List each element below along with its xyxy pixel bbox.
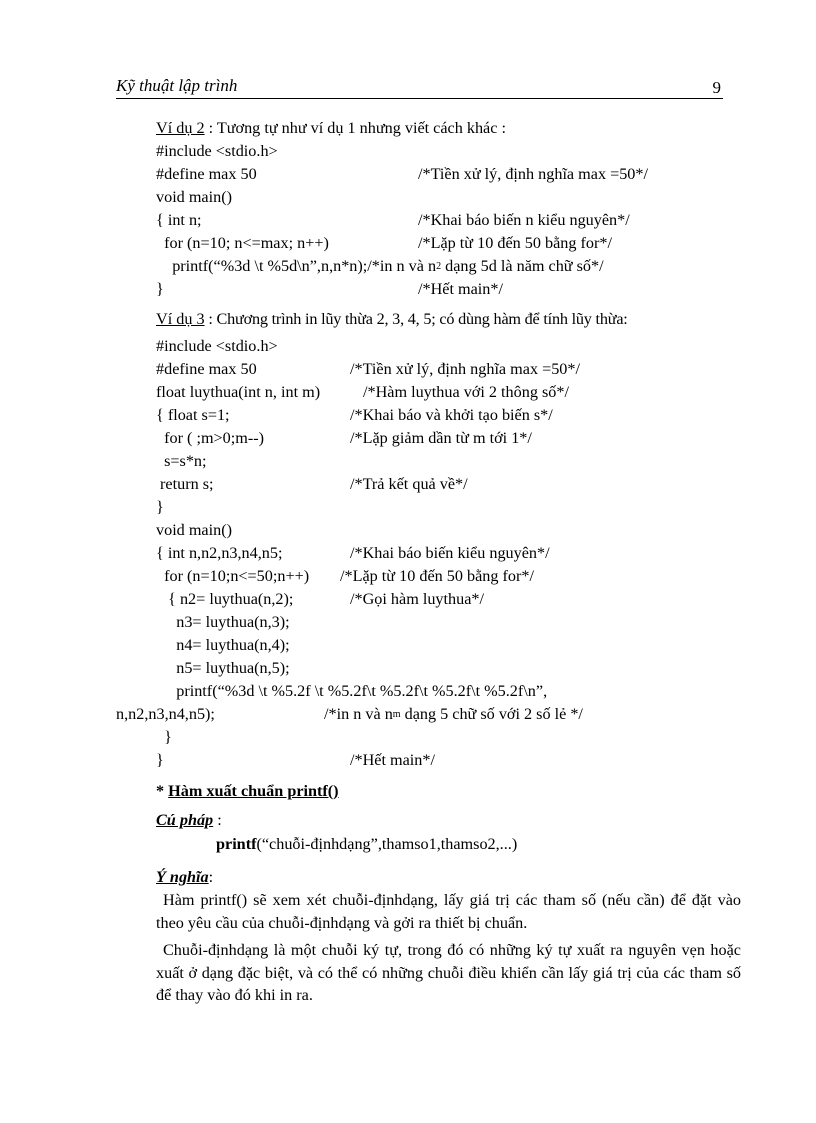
code-text: n3= luythua(n,3); bbox=[156, 613, 290, 631]
code-text: for ( ;m>0;m--) bbox=[156, 429, 265, 447]
code-text: void main() bbox=[156, 521, 232, 539]
comment-text: dạng 5 chữ số với 2 số lẻ */ bbox=[400, 705, 583, 723]
superscript: 2 bbox=[436, 261, 442, 272]
syntax-label-line bbox=[156, 810, 222, 830]
heading-text: Hàm xuất chuẩn printf() bbox=[168, 782, 339, 800]
superscript: m bbox=[392, 709, 401, 720]
code-text: { float s=1; bbox=[156, 406, 230, 424]
code-text: float luythua(int n, int m) bbox=[156, 383, 321, 401]
code-text: } bbox=[156, 280, 164, 298]
code-line bbox=[156, 233, 612, 253]
code-text: { int n,n2,n3,n4,n5; bbox=[156, 544, 283, 562]
code-comment: /*Hết main*/ bbox=[350, 751, 435, 769]
syntax-line bbox=[216, 834, 517, 854]
meaning-label-line bbox=[156, 867, 213, 887]
code-text: } bbox=[156, 498, 164, 516]
paragraph-1: Hàm printf() sẽ xem xét chuỗi-địnhdạng, lấy giá trị các tham số (nếu cần) để đặt vào theo yêu cầu của chuỗi-địnhdạng và gởi ra thiết bị chuẩn. bbox=[156, 891, 741, 932]
syntax-colon: : bbox=[213, 811, 222, 829]
code-line bbox=[156, 141, 278, 161]
code-text: #include <stdio.h> bbox=[156, 337, 278, 355]
code-line bbox=[156, 187, 232, 207]
code-comment: /*Trả kết quả về*/ bbox=[350, 475, 468, 493]
code-line bbox=[156, 474, 468, 494]
code-comment: /*Gọi hàm luythua*/ bbox=[350, 590, 484, 608]
code-line bbox=[156, 164, 648, 184]
code-line bbox=[156, 405, 553, 425]
code-text: dạng 5d là năm chữ số*/ bbox=[441, 257, 604, 275]
code-comment: /*Tiền xử lý, định nghĩa max =50*/ bbox=[350, 360, 580, 378]
code-line bbox=[156, 451, 207, 471]
code-line bbox=[156, 635, 290, 655]
meaning-colon: : bbox=[208, 868, 214, 886]
code-line bbox=[156, 210, 630, 230]
code-line bbox=[156, 589, 484, 609]
code-line bbox=[156, 336, 278, 356]
code-text: return s; bbox=[156, 475, 214, 493]
code-comment: /*Tiền xử lý, định nghĩa max =50*/ bbox=[418, 165, 648, 183]
paragraph-2: Chuỗi-địnhdạng là một chuỗi ký tự, trong đó có những ký tự xuất ra nguyên vẹn hoặc xuất ở dạng đặc biệt, và có thể có những chuỗi điều khiển cần lấy giá trị của các tham số để thay vào đó khi in ra. bbox=[156, 941, 741, 1004]
code-comment: /*Hàm luythua với 2 thông số*/ bbox=[363, 383, 569, 401]
example3-title-text: : Chương trình in lũy thừa 2, 3, 4, 5; có dùng hàm để tính lũy thừa: bbox=[204, 310, 628, 328]
meaning-label: Ý nghĩa bbox=[156, 868, 209, 886]
code-line bbox=[156, 658, 290, 678]
syntax-label: Cú pháp bbox=[156, 811, 214, 829]
page-header bbox=[116, 76, 723, 99]
code-text: printf(“%3d \t %5.2f \t %5.2f\t %5.2f\t %5.2f\t %5.2f\n”, bbox=[156, 682, 548, 700]
code-line bbox=[156, 359, 580, 379]
code-comment: /*Lặp từ 10 đến 50 bằng for*/ bbox=[340, 567, 534, 585]
code-line-printf bbox=[156, 256, 604, 276]
code-comment: /*Khai báo biến kiểu nguyên*/ bbox=[350, 544, 550, 562]
code-line-args bbox=[116, 704, 583, 724]
syntax-func: printf bbox=[216, 835, 257, 853]
code-text: #define max 50 bbox=[156, 360, 257, 378]
code-line bbox=[156, 612, 290, 632]
example2-title-text: : Tương tự như ví dụ 1 nhưng viết cách khác : bbox=[204, 119, 506, 137]
header-title: Kỹ thuật lập trình bbox=[116, 76, 238, 95]
page-number: 9 bbox=[712, 78, 721, 97]
code-line bbox=[156, 727, 172, 747]
section-heading bbox=[156, 781, 339, 801]
code-text: void main() bbox=[156, 188, 232, 206]
code-line bbox=[156, 428, 532, 448]
code-line bbox=[156, 566, 534, 586]
code-comment: /*Lặp giảm dần từ m tới 1*/ bbox=[350, 429, 532, 447]
code-text: n,n2,n3,n4,n5); bbox=[116, 705, 215, 723]
code-line bbox=[156, 520, 232, 540]
comment-text: /*in n và n bbox=[324, 705, 393, 723]
code-text: for (n=10; n<=max; n++) bbox=[156, 234, 329, 252]
code-line bbox=[156, 543, 550, 563]
syntax-args: (“chuỗi-địnhdạng”,thamso1,thamso2,...) bbox=[256, 835, 518, 853]
code-text: } bbox=[156, 728, 172, 746]
code-line bbox=[156, 750, 435, 770]
code-comment: /*Khai báo biến n kiểu nguyên*/ bbox=[418, 211, 630, 229]
code-text: } bbox=[156, 751, 164, 769]
code-comment: /*Khai báo và khởi tạo biến s*/ bbox=[350, 406, 553, 424]
code-text: { int n; bbox=[156, 211, 202, 229]
example3-label: Ví dụ 3 bbox=[156, 310, 205, 328]
code-line bbox=[156, 382, 569, 402]
heading-star: * bbox=[156, 782, 169, 800]
example3-title bbox=[156, 309, 628, 329]
code-line bbox=[156, 497, 164, 517]
code-text: { n2= luythua(n,2); bbox=[156, 590, 294, 608]
code-comment: /*Hết main*/ bbox=[418, 280, 503, 298]
code-line bbox=[156, 279, 503, 299]
code-text: printf(“%3d \t %5d\n”,n,n*n);/*in n và n bbox=[156, 257, 437, 275]
code-text: for (n=10;n<=50;n++) bbox=[156, 567, 310, 585]
code-text: #include <stdio.h> bbox=[156, 142, 278, 160]
code-line bbox=[156, 681, 547, 701]
example2-label: Ví dụ 2 bbox=[156, 119, 205, 137]
code-text: #define max 50 bbox=[156, 165, 257, 183]
code-text: s=s*n; bbox=[156, 452, 207, 470]
code-comment: /*Lặp từ 10 đến 50 bằng for*/ bbox=[418, 234, 612, 252]
code-text: n5= luythua(n,5); bbox=[156, 659, 290, 677]
code-comment bbox=[324, 704, 583, 724]
example2-title bbox=[156, 118, 506, 138]
code-text: n4= luythua(n,4); bbox=[156, 636, 290, 654]
